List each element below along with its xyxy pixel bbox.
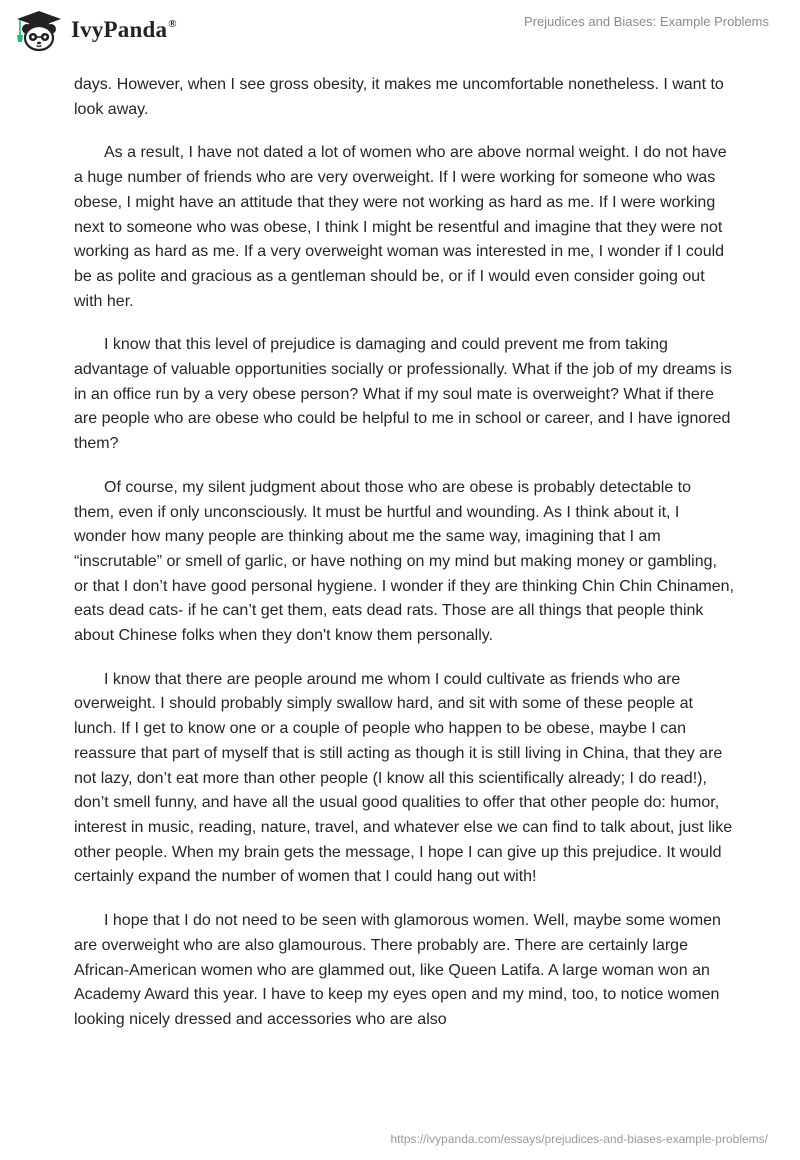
document-title: Prejudices and Biases: Example Problems <box>524 14 769 29</box>
page-header <box>0 0 800 68</box>
paragraph: I hope that I do not need to be seen with glamorous women. Well, maybe some women are overweight who are also glamourous. There probably are. There are certainly large African-American women who are glammed out, like Queen Latifa. A large woman won an Academy Award this year. I have to keep my eyes open and my mind, too, to notice women looking nicely dressed and accessories who are also <box>74 912 721 1028</box>
essay-body <box>74 73 734 1052</box>
paragraph: I know that this level of prejudice is damaging and could prevent me from taking advantage of valuable opportunities socially or professionally. What if the job of my dreams is in an office run by a very obese person? What if my soul mate is overweight? What if there are people who are obese who could be helpful to me in school or career, and I have ignored them? <box>74 336 732 453</box>
paragraph: As a result, I have not dated a lot of women who are above normal weight. I do not have a huge number of friends who are very overweight. If I were working for someone who was obese, I might have an attitude that they were not working as hard as me. If I were working next to someone who was obese, I think I might be resentful and imagine that they were not working as hard as me. If a very overweight woman was interested in me, I wonder if I could be as polite and gracious as a gentleman should be, or if I would even consider going out with her. <box>74 144 727 310</box>
ivypanda-logo[interactable] <box>14 9 177 51</box>
paragraph: I know that there are people around me whom I could cultivate as friends who are overweight. I should probably simply swallow hard, and sit with some of these people at lunch. If I get to know one or a couple of people who happen to be obese, maybe I can reassure that part of myself that is still acting as though it is still living in China, that they are not lazy, don’t eat more than other people (I know all this scientifically already; I do read!), don’t smell funny, and have all the usual good qualities to offer that other people do: humor, interest in music, reading, nature, travel, and whatever else we can find to talk about, just like other people. When my brain gets the message, I hope I can give up this prejudice. It would certainly expand the number of women that I could hang out with! <box>74 670 733 886</box>
panda-graduation-cap-icon <box>14 9 64 51</box>
source-url[interactable]: https://ivypanda.com/essays/prejudices-and-biases-example-problems/ <box>390 1132 768 1146</box>
paragraph: Of course, my silent judgment about those who are obese is probably detectable to them, even if only unconsciously. It must be hurtful and wounding. As I think about it, I wonder how many people are thinking about me the same way, imagining that I am “inscrutable” or smell of garlic, or have nothing on my mind but making money or gambling, or that I don’t have good personal hygiene. I wonder if they are thinking Chin Chin Chinamen, eats dead cats- if he can’t get them, eats dead rats. Those are all things that people think about Chinese folks when they don't know them personally. <box>74 478 734 645</box>
brand-name: IvyPanda® <box>71 17 177 42</box>
paragraph: days. However, when I see gross obesity, it makes me uncomfortable nonetheless. I want to look away. <box>74 76 724 118</box>
